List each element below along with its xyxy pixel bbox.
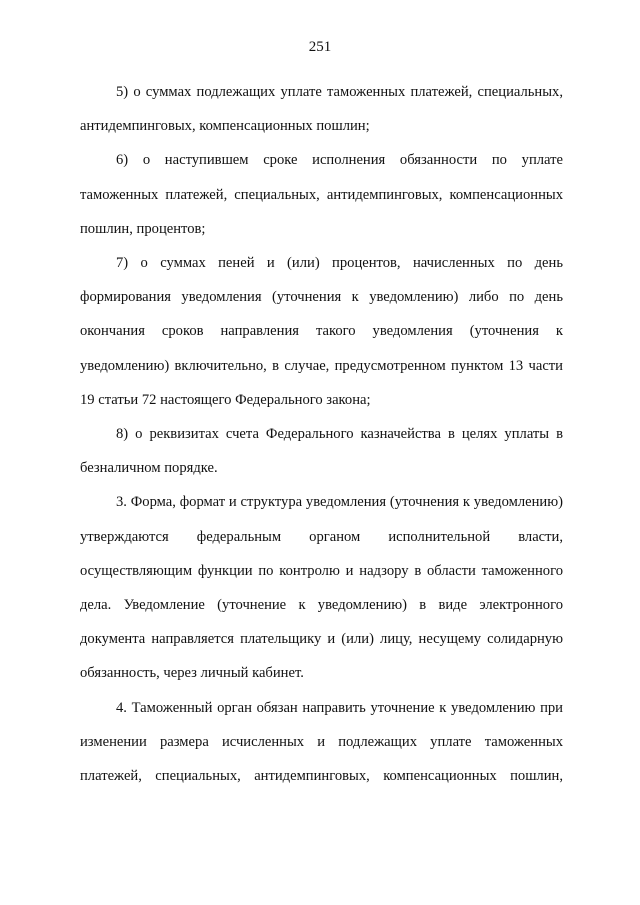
list-item-8: 8) о реквизитах счета Федерального казначейства в целях уплаты в безналичном порядке. [80,426,563,477]
list-item-6: 6) о наступившем сроке исполнения обязанности по уплате таможенных платежей, специальных, антидемпинговых, компенсационных пошлин, процентов; [80,152,563,237]
page-number: 251 [308,39,332,55]
list-item-5: 5) о суммах подлежащих уплате таможенных платежей, специальных, антидемпинговых, компенсационных пошлин; [80,84,563,135]
document-body [80,75,563,793]
section-4-paragraph: 4. Таможенный орган обязан направить уточнение к уведомлению при изменении размера исчисленных и подлежащих уплате таможенных платежей, специальных, антидемпинговых, компенсационных пошлин, [80,699,563,785]
section-3-paragraph: 3. Форма, формат и структура уведомления (уточнения к уведомлению) утверждаются федеральным органом исполнительной власти, осуществляющим функции по контролю и надзору в области таможенного дела. Уведомление (уточнение к уведомлению) в виде электронного документа направляется плательщику и (или) лицу, несущему солидарную обязанность, через личный кабинет. [80,494,563,682]
list-item-7: 7) о суммах пеней и (или) процентов, начисленных по день формирования уведомления (уточнения к уведомлению) либо по день окончания сроков направления такого уведомления (уточнения к уведомлению) включительно, в случае, предусмотренном пунктом 13 части 19 статьи 72 настоящего Федерального закона; [80,255,563,408]
